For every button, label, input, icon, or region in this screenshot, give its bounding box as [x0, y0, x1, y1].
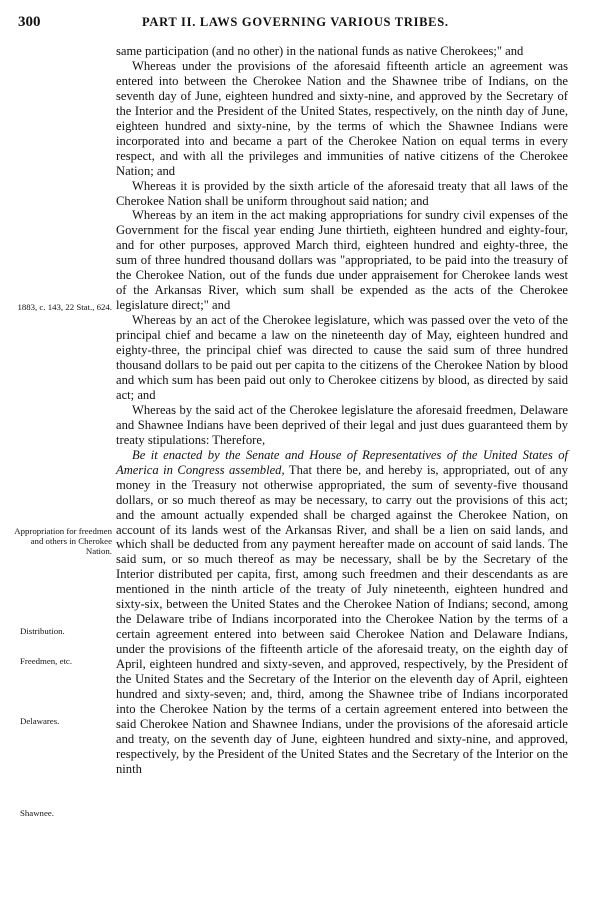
margin-note-shawnee: Shawnee. [20, 808, 54, 818]
page-number: 300 [18, 14, 41, 30]
enacting-text: That there be, and hereby is, appropriated, out of any money in the Treasury not otherwise appropriated, the sum of seventy-five thousand dollars, or so much thereof as may be necessary, to carry out the provisions of this act; and the amount actually expended shall be charged against the Cherokee Nation, on account of its lands west of the Arkansas River, and shall be a lien on said lands, and which shall be deducted from any payment hereafter made on account of said lands. The said sum, or so much thereof as may be necessary, shall be by the Secretary of the Interior distributed per capita, first, among such freedmen and their descendants as are mentioned in the ninth article of the treaty of July nineteenth, eighteen hundred and sixty-six, between the United States and the Cherokee Nation of Indians; second, among the Delaware tribe of Indians incorporated into the Cherokee Nation by the terms of a certain agreement entered into between said Cherokee Nation and Delaware Indians, under the provisions of the fifteenth article of the aforesaid treaty, on the eighth day of April, eighteen hundred and sixty-seven, and approved, respectively, by the President of the United States and the Secretary of the Interior on the eleventh day of April, eighteen hundred and sixty-seven; and, third, among the Shawnee tribe of Indians incorporated into the Cherokee Nation by the terms of a certain agreement entered into between the said Cherokee Nation and Shawnee Indians, under the provisions of the aforesaid article and treaty, on the seventh day of June, eighteen hundred and sixty-nine, and approved, respectively, by the President of the United States and the Secretary of the Interior on the ninth [116, 462, 568, 776]
margin-note-citation: 1883, c. 143, 22 Stat., 624. [17, 302, 112, 312]
paragraph: Whereas by the said act of the Cherokee legislature the aforesaid freedmen, Delaware and Shawnee Indians have been deprived of their legal and just dues guaranteed them by treaty stipulations: Therefore, [116, 402, 568, 447]
margin-note-freedmen: Freedmen, etc. [20, 656, 73, 666]
running-head: PART II. LAWS GOVERNING VARIOUS TRIBES. [142, 15, 449, 29]
paragraph: Whereas under the provisions of the aforesaid fifteenth article an agreement was entered into between the Cherokee Nation and the Shawnee tribe of Indians, on the seventh day of June, eighteen hundred and sixty-nine, and approved by the Secretary of the Interior and the President of the United States, respectively, on the ninth day of June, eighteen hundred and sixty-nine, by the terms of which the Shawnee Indians were incorporated into and became a part of the Cherokee Nation on equal terms in every respect, and with all the privileges and immunities of native citizens of the Cherokee Nation; and [116, 58, 568, 178]
paragraph-enacting [116, 448, 568, 777]
paragraph: Whereas by an act of the Cherokee legislature, which was passed over the veto of the principal chief and became a law on the nineteenth day of May, eighteen hundred and eighty-three, the principal chief was directed to cause the said sum of three hundred thousand dollars to be paid out per capita to the citizens of the Cherokee Nation by blood and which sum has been paid out only to Cherokee citizens by blood, as directed by said act; and [116, 313, 568, 402]
margin-note-distribution: Distribution. [20, 626, 65, 636]
page-header [18, 14, 580, 34]
paragraph: Whereas by an item in the act making appropriations for sundry civil expenses of the Government for the fiscal year ending June thirtieth, eighteen hundred and eighty-four, and for other purposes, approved March third, eighteen hundred and eighty-three, the sum of three hundred thousand dollars was "appropriated, to be paid into the treasury of the Cherokee Nation, out of the funds due under appraisement for Cherokee lands west of the Arkansas River, which sum shall be expended as the acts of the Cherokee legislature direct;" and [116, 208, 568, 313]
paragraph: same participation (and no other) in the national funds as native Cherokees;" and [116, 44, 524, 58]
enacting-clause: Be it enacted by the Senate and House of Representatives of the United States of America in Congress assembled, [116, 447, 568, 477]
paragraph: Whereas it is provided by the sixth article of the aforesaid treaty that all laws of the Cherokee Nation shall be uniform throughout said nation; and [116, 178, 568, 208]
margin-note-appropriation: Appropriation for freedmen and others in Cherokee Nation. [14, 526, 112, 556]
body-text [116, 44, 568, 777]
margin-note-delawares: Delawares. [20, 716, 60, 726]
